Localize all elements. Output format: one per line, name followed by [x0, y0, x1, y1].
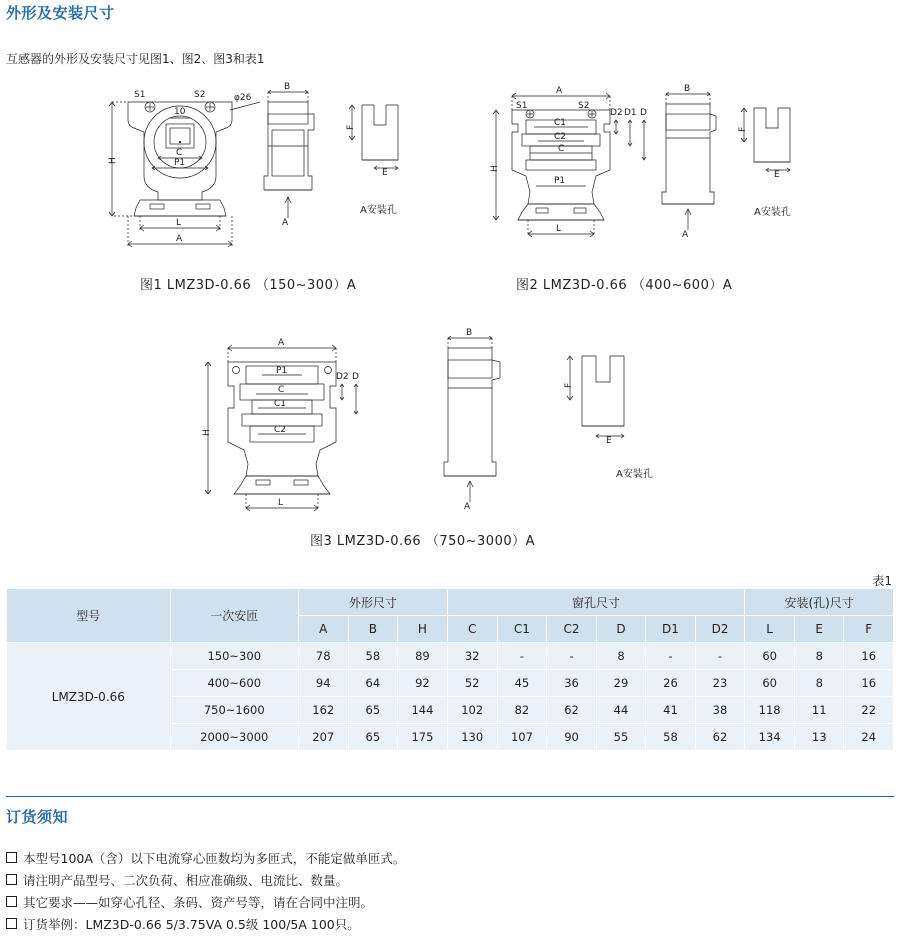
figure-3-labels: A P1 C C1 C2 D2 D H L B A E F: [202, 328, 612, 512]
ordering-notes: [6, 848, 886, 936]
cell-E: 8: [795, 643, 844, 670]
note-item: [6, 892, 886, 914]
note-text: 其它要求——如穿心孔径、条码、资产号等，请在合同中注明。: [23, 895, 374, 910]
cell-D1: -: [646, 643, 696, 670]
note-item: [6, 870, 886, 892]
note-text: 本型号100A（含）以下电流穿心匝数均为多匝式，不能定做单匝式。: [23, 851, 406, 866]
cell-turns: 750~1600: [170, 697, 298, 724]
header-window-dims: 窗孔尺寸: [447, 589, 744, 616]
cell-C: 102: [447, 697, 497, 724]
cell-L: 134: [745, 724, 795, 751]
note-text: 请注明产品型号、二次负荷、相应准确级、电流比、数量。: [23, 873, 349, 888]
cell-D2: 62: [695, 724, 745, 751]
figure-2-mount-hole-caption: A安装孔: [754, 207, 791, 218]
header-col-H: H: [398, 616, 448, 643]
table-label: 表1: [872, 574, 892, 588]
cell-D1: 41: [646, 697, 696, 724]
note-text: 订货举例：LMZ3D-0.66 5/3.75VA 0.5级 100/5A 100只。: [23, 917, 360, 932]
specification-table: [6, 588, 894, 751]
cell-H: 92: [398, 670, 448, 697]
cell-C1: 82: [497, 697, 547, 724]
cell-B: 64: [348, 670, 397, 697]
header-col-B: B: [348, 616, 397, 643]
cell-A: 94: [298, 670, 348, 697]
cell-C: 52: [447, 670, 497, 697]
cell-A: 207: [298, 724, 348, 751]
cell-C2: 36: [547, 670, 596, 697]
header-model: 型号: [7, 589, 171, 643]
cell-turns: 150~300: [170, 643, 298, 670]
cell-D: 8: [596, 643, 645, 670]
header-outline-dims: 外形尺寸: [298, 589, 447, 616]
header-col-D1: D1: [646, 616, 696, 643]
header-col-D2: D2: [695, 616, 745, 643]
table-row: [7, 643, 894, 670]
page-title-dimensions: 外形及安装尺寸: [6, 4, 115, 22]
header-col-A: A: [298, 616, 348, 643]
figure-1-mount-hole-caption: A安装孔: [360, 205, 397, 216]
cell-D2: 23: [695, 670, 745, 697]
figure-3-caption: 图3 LMZ3D-0.66 （750~3000）A: [310, 534, 536, 549]
cell-model: LMZ3D-0.66: [7, 643, 171, 751]
cell-C2: -: [547, 643, 596, 670]
cell-C1: 107: [497, 724, 547, 751]
cell-F: 16: [844, 643, 894, 670]
cell-H: 175: [398, 724, 448, 751]
cell-turns: 2000~3000: [170, 724, 298, 751]
ordering-divider: [6, 796, 894, 797]
cell-C2: 90: [547, 724, 596, 751]
figure-2-caption: 图2 LMZ3D-0.66 （400~600）A: [516, 278, 733, 293]
page-title-ordering: 订货须知: [6, 808, 69, 826]
cell-F: 24: [844, 724, 894, 751]
cell-L: 118: [745, 697, 795, 724]
cell-C2: 62: [547, 697, 596, 724]
cell-A: 162: [298, 697, 348, 724]
cell-D: 44: [596, 697, 645, 724]
cell-D2: 38: [695, 697, 745, 724]
header-col-E: E: [795, 616, 844, 643]
cell-D: 29: [596, 670, 645, 697]
header-col-D: D: [596, 616, 645, 643]
cell-C: 130: [447, 724, 497, 751]
figure-1-caption: 图1 LMZ3D-0.66 （150~300）A: [140, 278, 357, 293]
checkbox-icon: [6, 852, 17, 863]
checkbox-icon: [6, 918, 17, 929]
cell-D2: -: [695, 643, 745, 670]
header-col-L: L: [745, 616, 795, 643]
cell-F: 16: [844, 670, 894, 697]
cell-C: 32: [447, 643, 497, 670]
cell-E: 8: [795, 670, 844, 697]
table-header-row-1: [7, 589, 894, 616]
figure-2-labels: S1 S2 A C1 C2 C D2 D1 D P1 H L B A E F: [490, 84, 780, 240]
cell-H: 144: [398, 697, 448, 724]
note-item: [6, 848, 886, 870]
header-turns: 一次安匝: [170, 589, 298, 643]
cell-B: 65: [348, 724, 397, 751]
cell-F: 22: [844, 697, 894, 724]
cell-D1: 58: [646, 724, 696, 751]
figure-1-labels: S1 S2 φ26 10 C P1 H L A B A E F: [108, 82, 388, 244]
cell-D: 55: [596, 724, 645, 751]
header-mounting-dims: 安装(孔)尺寸: [745, 589, 894, 616]
intro-text: 互感器的外形及安装尺寸见图1、图2、图3和表1: [6, 52, 265, 66]
header-col-C: C: [447, 616, 497, 643]
figure-3-mount-hole-caption: A安装孔: [616, 469, 653, 480]
header-col-C1: C1: [497, 616, 547, 643]
cell-E: 11: [795, 697, 844, 724]
cell-D1: 26: [646, 670, 696, 697]
note-item: [6, 914, 886, 936]
cell-L: 60: [745, 643, 795, 670]
cell-L: 60: [745, 670, 795, 697]
cell-E: 13: [795, 724, 844, 751]
cell-A: 78: [298, 643, 348, 670]
header-col-F: F: [844, 616, 894, 643]
cell-turns: 400~600: [170, 670, 298, 697]
header-col-C2: C2: [547, 616, 596, 643]
cell-B: 58: [348, 643, 397, 670]
cell-B: 65: [348, 697, 397, 724]
cell-H: 89: [398, 643, 448, 670]
cell-C1: -: [497, 643, 547, 670]
cell-C1: 45: [497, 670, 547, 697]
checkbox-icon: [6, 896, 17, 907]
checkbox-icon: [6, 874, 17, 885]
